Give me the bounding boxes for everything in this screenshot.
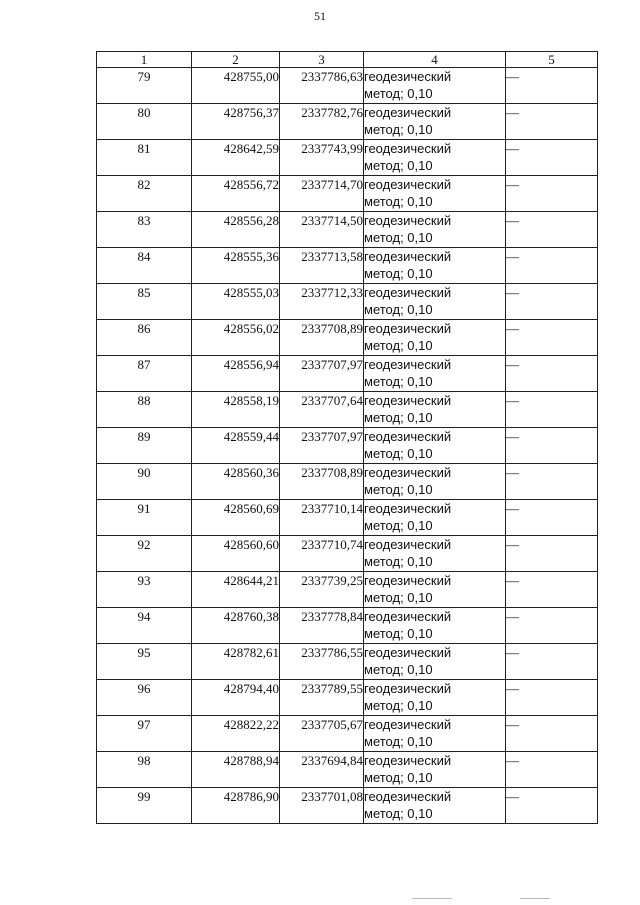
point-number: 89 (97, 428, 192, 464)
header-col-5: 5 (506, 52, 598, 68)
note-cell: — (506, 536, 598, 572)
method-line-2: метод; 0,10 (364, 626, 433, 641)
note-cell: — (506, 248, 598, 284)
table-row (97, 788, 598, 824)
note-cell: — (506, 212, 598, 248)
method-line-1: геодезический (364, 429, 452, 444)
method-line-1: геодезический (364, 105, 452, 120)
table-row (97, 644, 598, 680)
coordinate-x: 428556,28 (192, 212, 280, 248)
note-cell: — (506, 464, 598, 500)
table-row (97, 392, 598, 428)
method-cell (364, 788, 506, 824)
method-line-1: геодезический (364, 717, 452, 732)
note-cell: — (506, 716, 598, 752)
table-row (97, 608, 598, 644)
coordinate-y: 2337694,84 (280, 752, 364, 788)
method-line-1: геодезический (364, 141, 452, 156)
note-cell: — (506, 608, 598, 644)
method-cell (364, 140, 506, 176)
method-line-2: метод; 0,10 (364, 770, 433, 785)
point-number: 84 (97, 248, 192, 284)
method-line-1: геодезический (364, 285, 452, 300)
coordinate-x: 428560,60 (192, 536, 280, 572)
method-line-2: метод; 0,10 (364, 590, 433, 605)
coordinate-y: 2337710,74 (280, 536, 364, 572)
note-cell: — (506, 284, 598, 320)
note-cell: — (506, 140, 598, 176)
coordinate-y: 2337707,97 (280, 356, 364, 392)
table-header (97, 52, 598, 68)
table-row (97, 716, 598, 752)
method-line-2: метод; 0,10 (364, 302, 433, 317)
method-cell (364, 428, 506, 464)
coordinate-y: 2337705,67 (280, 716, 364, 752)
method-line-2: метод; 0,10 (364, 194, 433, 209)
footer-mark (520, 898, 550, 899)
coordinate-x: 428760,38 (192, 608, 280, 644)
point-number: 92 (97, 536, 192, 572)
table-row (97, 752, 598, 788)
method-cell (364, 680, 506, 716)
coordinate-y: 2337786,63 (280, 68, 364, 104)
coordinate-x: 428782,61 (192, 644, 280, 680)
header-col-4: 4 (364, 52, 506, 68)
coordinate-y: 2337707,97 (280, 428, 364, 464)
method-line-1: геодезический (364, 573, 452, 588)
table-row (97, 572, 598, 608)
point-number: 85 (97, 284, 192, 320)
method-line-1: геодезический (364, 645, 452, 660)
point-number: 95 (97, 644, 192, 680)
coordinate-y: 2337778,84 (280, 608, 364, 644)
method-line-2: метод; 0,10 (364, 374, 433, 389)
coordinate-y: 2337707,64 (280, 392, 364, 428)
point-number: 99 (97, 788, 192, 824)
method-line-1: геодезический (364, 609, 452, 624)
note-cell: — (506, 392, 598, 428)
note-cell: — (506, 68, 598, 104)
coordinate-y: 2337701,08 (280, 788, 364, 824)
point-number: 83 (97, 212, 192, 248)
method-cell (364, 752, 506, 788)
point-number: 96 (97, 680, 192, 716)
note-cell: — (506, 500, 598, 536)
method-cell (364, 212, 506, 248)
method-line-2: метод; 0,10 (364, 518, 433, 533)
coordinate-x: 428555,36 (192, 248, 280, 284)
method-line-2: метод; 0,10 (364, 446, 433, 461)
header-col-1: 1 (97, 52, 192, 68)
point-number: 79 (97, 68, 192, 104)
method-cell (364, 284, 506, 320)
table-row (97, 428, 598, 464)
table-row (97, 356, 598, 392)
method-cell (364, 320, 506, 356)
method-cell (364, 356, 506, 392)
method-line-2: метод; 0,10 (364, 734, 433, 749)
coordinate-y: 2337708,89 (280, 320, 364, 356)
coordinate-y: 2337712,33 (280, 284, 364, 320)
method-line-1: геодезический (364, 69, 452, 84)
point-number: 93 (97, 572, 192, 608)
table-row (97, 536, 598, 572)
table-row (97, 248, 598, 284)
coordinate-y: 2337743,99 (280, 140, 364, 176)
method-line-2: метод; 0,10 (364, 158, 433, 173)
point-number: 90 (97, 464, 192, 500)
note-cell: — (506, 788, 598, 824)
coordinate-x: 428560,36 (192, 464, 280, 500)
method-cell (364, 644, 506, 680)
footer-mark (412, 898, 452, 899)
coordinate-x: 428556,72 (192, 176, 280, 212)
note-cell: — (506, 428, 598, 464)
header-col-3: 3 (280, 52, 364, 68)
coordinate-x: 428555,03 (192, 284, 280, 320)
method-line-1: геодезический (364, 537, 452, 552)
method-line-1: геодезический (364, 681, 452, 696)
coordinate-x: 428755,00 (192, 68, 280, 104)
method-line-1: геодезический (364, 249, 452, 264)
coordinate-x: 428788,94 (192, 752, 280, 788)
method-line-2: метод; 0,10 (364, 266, 433, 281)
method-cell (364, 104, 506, 140)
coordinate-x: 428786,90 (192, 788, 280, 824)
note-cell: — (506, 176, 598, 212)
method-line-2: метод; 0,10 (364, 410, 433, 425)
table-row (97, 320, 598, 356)
method-line-1: геодезический (364, 393, 452, 408)
method-line-1: геодезический (364, 465, 452, 480)
method-line-1: геодезический (364, 321, 452, 336)
method-line-2: метод; 0,10 (364, 698, 433, 713)
point-number: 98 (97, 752, 192, 788)
table-row (97, 104, 598, 140)
note-cell: — (506, 320, 598, 356)
method-line-1: геодезический (364, 177, 452, 192)
coordinate-x: 428556,94 (192, 356, 280, 392)
table-row (97, 464, 598, 500)
point-number: 88 (97, 392, 192, 428)
point-number: 87 (97, 356, 192, 392)
note-cell: — (506, 644, 598, 680)
method-line-2: метод; 0,10 (364, 86, 433, 101)
method-line-1: геодезический (364, 213, 452, 228)
point-number: 82 (97, 176, 192, 212)
coordinate-y: 2337739,25 (280, 572, 364, 608)
note-cell: — (506, 752, 598, 788)
table-row (97, 68, 598, 104)
method-line-2: метод; 0,10 (364, 482, 433, 497)
coordinate-y: 2337789,55 (280, 680, 364, 716)
point-number: 94 (97, 608, 192, 644)
point-number: 86 (97, 320, 192, 356)
method-line-2: метод; 0,10 (364, 122, 433, 137)
method-line-2: метод; 0,10 (364, 230, 433, 245)
coordinate-y: 2337714,50 (280, 212, 364, 248)
table-body (97, 68, 598, 824)
note-cell: — (506, 680, 598, 716)
point-number: 91 (97, 500, 192, 536)
header-col-2: 2 (192, 52, 280, 68)
method-line-1: геодезический (364, 501, 452, 516)
coordinate-y: 2337710,14 (280, 500, 364, 536)
table-row (97, 680, 598, 716)
method-cell (364, 500, 506, 536)
table-row (97, 284, 598, 320)
coordinate-x: 428822,22 (192, 716, 280, 752)
method-cell (364, 536, 506, 572)
table-row (97, 500, 598, 536)
method-line-1: геодезический (364, 753, 452, 768)
point-number: 80 (97, 104, 192, 140)
note-cell: — (506, 104, 598, 140)
method-cell (364, 248, 506, 284)
coordinate-x: 428794,40 (192, 680, 280, 716)
coordinate-x: 428558,19 (192, 392, 280, 428)
method-cell (364, 176, 506, 212)
method-line-2: метод; 0,10 (364, 662, 433, 677)
method-cell (364, 68, 506, 104)
coordinate-x: 428560,69 (192, 500, 280, 536)
table-row (97, 140, 598, 176)
table-row (97, 176, 598, 212)
point-number: 81 (97, 140, 192, 176)
method-line-2: метод; 0,10 (364, 806, 433, 821)
coordinate-y: 2337713,58 (280, 248, 364, 284)
coordinate-y: 2337786,55 (280, 644, 364, 680)
coordinates-table (96, 51, 598, 824)
coordinate-x: 428642,59 (192, 140, 280, 176)
method-cell (364, 392, 506, 428)
coordinate-x: 428559,44 (192, 428, 280, 464)
coordinate-y: 2337708,89 (280, 464, 364, 500)
method-cell (364, 716, 506, 752)
coordinate-y: 2337714,70 (280, 176, 364, 212)
note-cell: — (506, 572, 598, 608)
header-row (97, 52, 598, 68)
method-line-2: метод; 0,10 (364, 338, 433, 353)
method-line-1: геодезический (364, 357, 452, 372)
method-line-1: геодезический (364, 789, 452, 804)
coordinate-y: 2337782,76 (280, 104, 364, 140)
point-number: 97 (97, 716, 192, 752)
method-cell (364, 464, 506, 500)
method-line-2: метод; 0,10 (364, 554, 433, 569)
method-cell (364, 572, 506, 608)
method-cell (364, 608, 506, 644)
table-row (97, 212, 598, 248)
note-cell: — (506, 356, 598, 392)
coordinate-x: 428756,37 (192, 104, 280, 140)
coordinate-x: 428556,02 (192, 320, 280, 356)
coordinate-x: 428644,21 (192, 572, 280, 608)
page-number: 51 (314, 9, 326, 23)
